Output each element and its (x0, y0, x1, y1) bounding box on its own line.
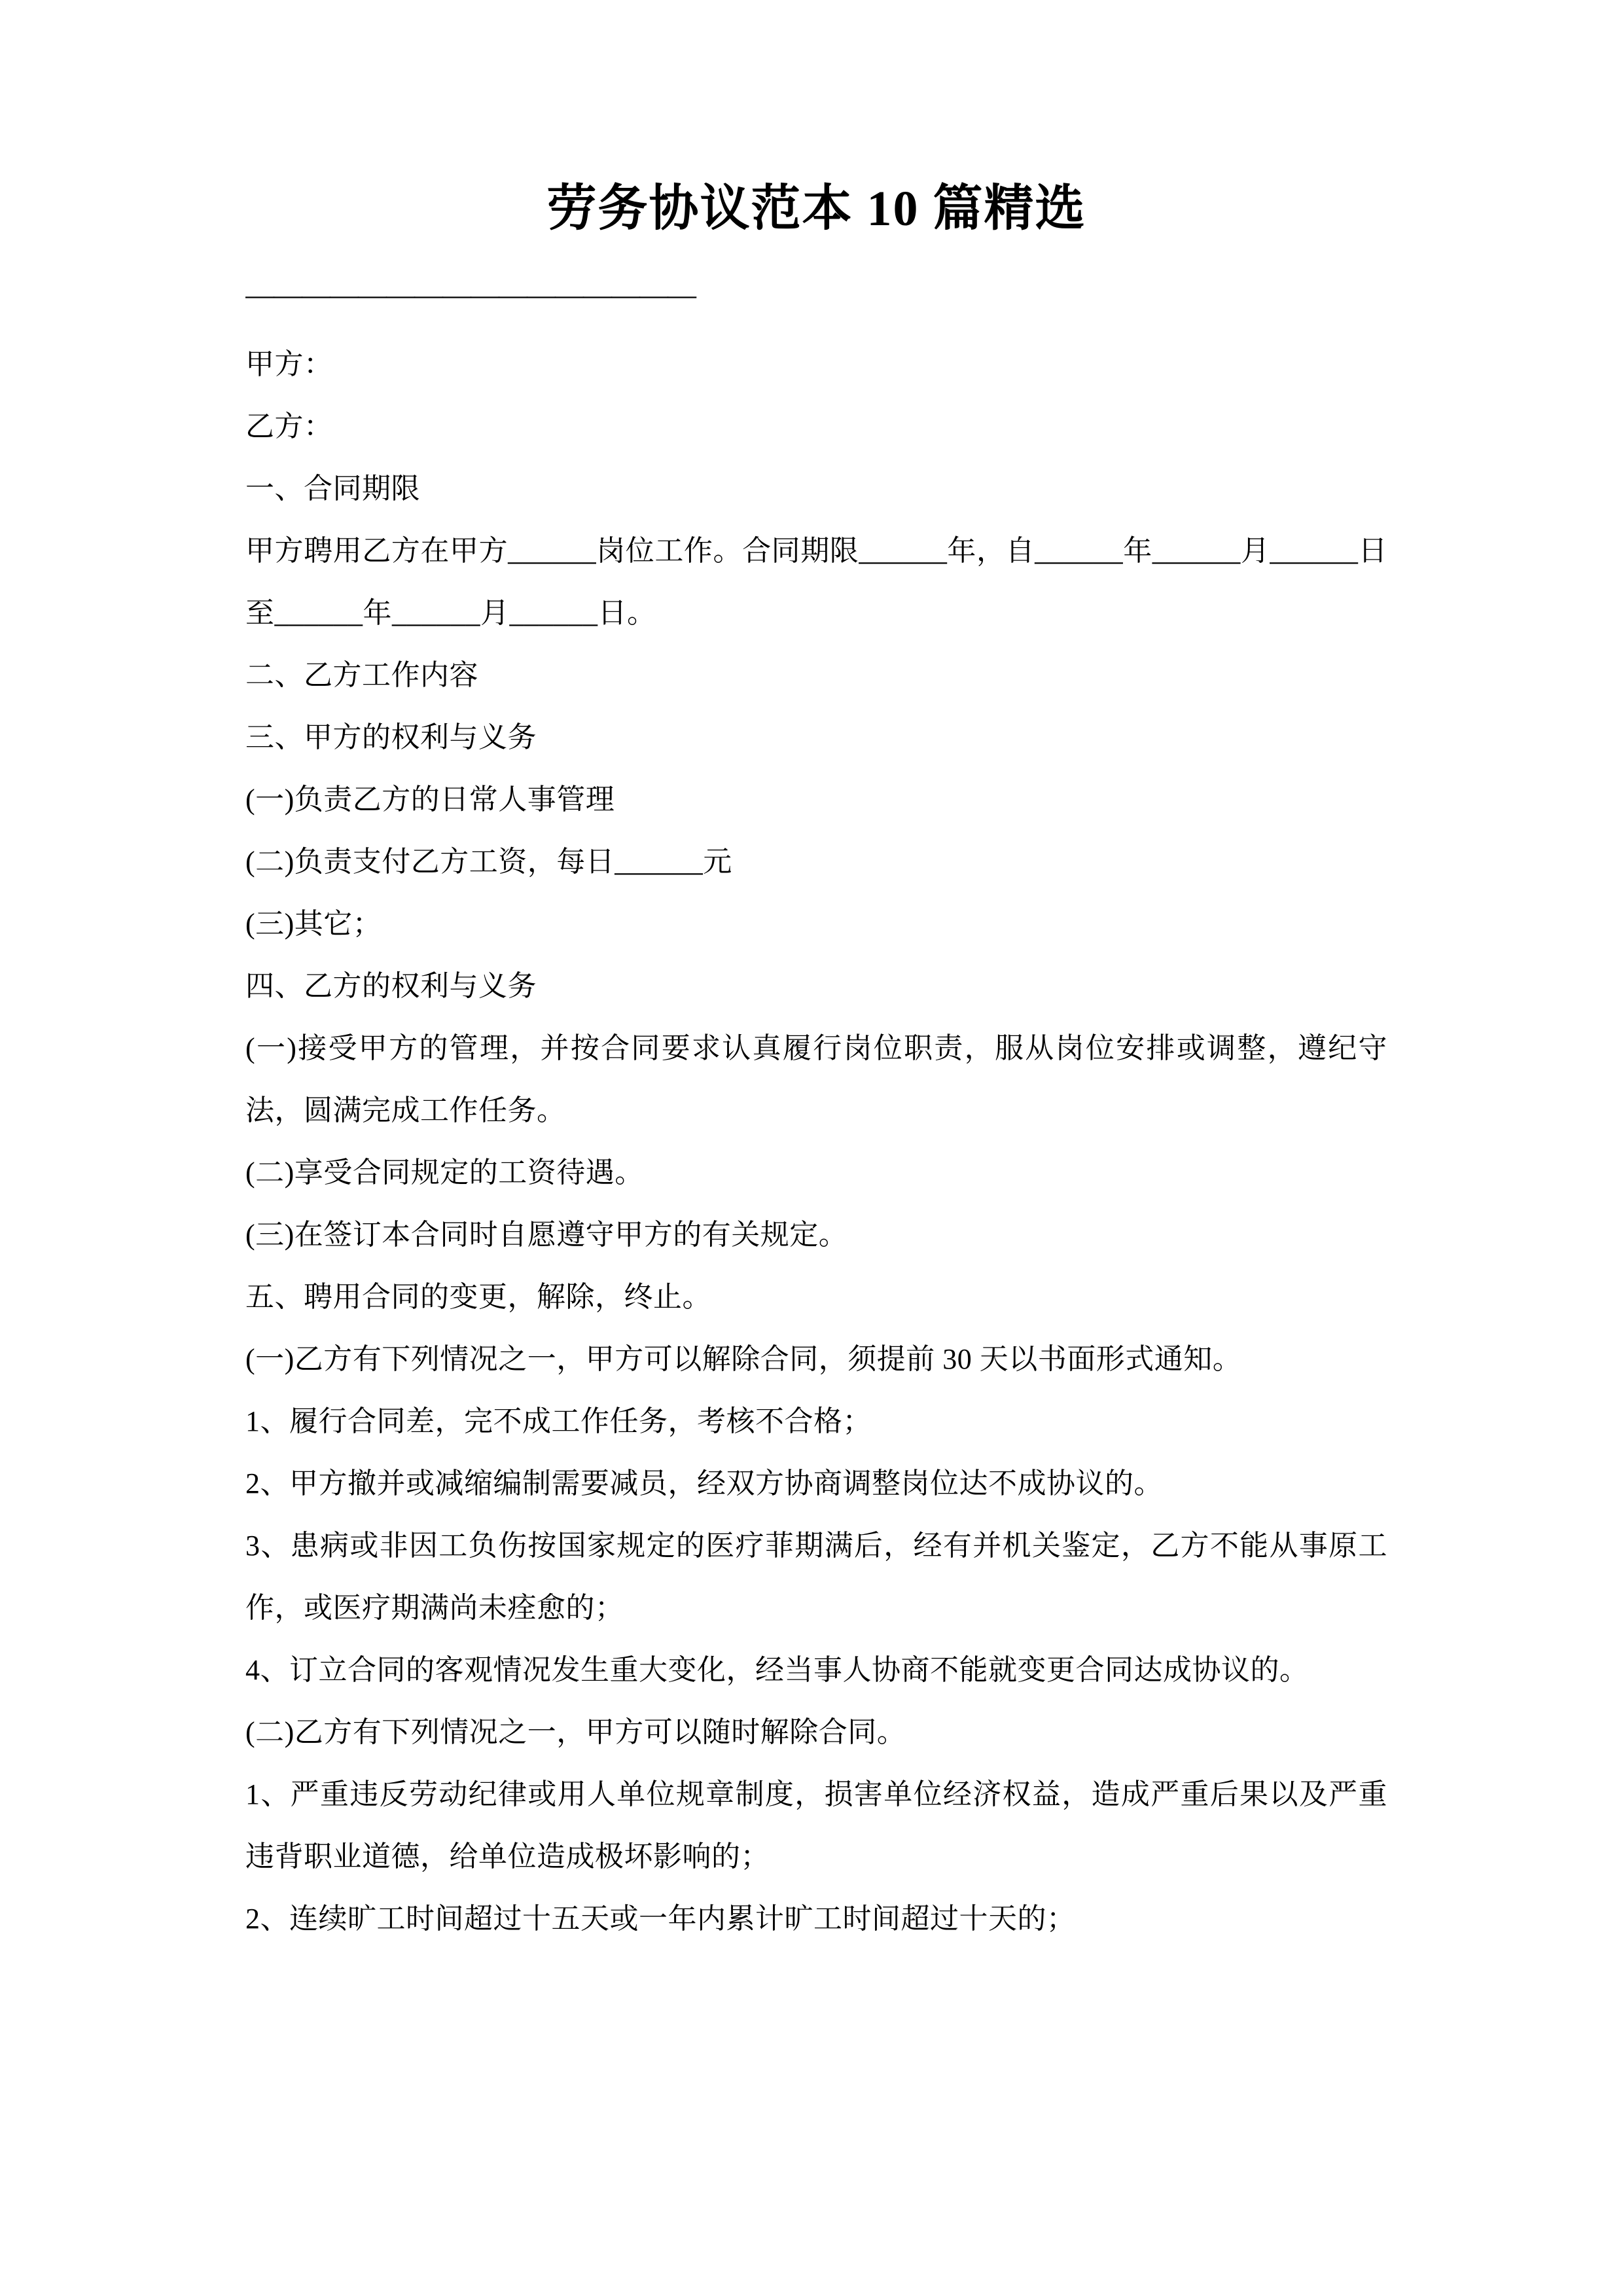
document-body (245, 310, 1387, 1950)
paragraph-section-5-item-2: (二)乙方有下列情况之一，甲方可以随时解除合同。 (245, 1716, 906, 1748)
paragraph-section-3-item-1: (一)负责乙方的日常人事管理 (245, 783, 615, 816)
paragraph-party-a: 甲方： (245, 348, 333, 380)
paragraph-section-5-item-1-sub-4: 4、订立合同的客观情况发生重大变化，经当事人协商不能就变更合同达成协议的。 (245, 1654, 1309, 1686)
heading-section-5: 五、聘用合同的变更，解除，终止。 (245, 1281, 711, 1313)
paragraph-section-5-item-2-sub-1: 1、严重违反劳动纪律或用人单位规章制度，损害单位经济权益，造成严重后果以及严重违背职业道德，给单位造成极坏影响的； (245, 1778, 1387, 1873)
page-title: 劳务协议范本 10 篇精选 (546, 181, 1086, 236)
paragraph-section-5-item-1-sub-1: 1、履行合同差，完不成工作任务，考核不合格； (245, 1405, 872, 1437)
paragraph-section-3-item-2: (二)负责支付乙方工资，每日______元 (245, 846, 732, 878)
paragraph-section-5-item-1: (一)乙方有下列情况之一，甲方可以解除合同，须提前 30 天以书面形式通知。 (245, 1343, 1242, 1375)
heading-section-3: 三、甲方的权利与义务 (245, 721, 537, 753)
paragraph-section-4-item-3: (三)在签订本合同时自愿遵守甲方的有关规定。 (245, 1219, 848, 1251)
title-separator-rule: ———————————————— (245, 279, 696, 310)
paragraph-section-4-item-1: (一)接受甲方的管理，并按合同要求认真履行岗位职责，服从岗位安排或调整，遵纪守法，圆满完成工作任务。 (245, 1032, 1387, 1126)
paragraph-section-3-item-3: (三)其它； (245, 908, 382, 940)
paragraph-section-5-item-1-sub-3: 3、患病或非因工负伤按国家规定的医疗菲期满后，经有并机关鉴定，乙方不能从事原工作，或医疗期满尚未痊愈的； (245, 1530, 1387, 1624)
paragraph-section-5-item-1-sub-2: 2、甲方撤并或减缩编制需要减员，经双方协商调整岗位达不成协议的。 (245, 1467, 1163, 1499)
paragraph-section-1-body: 甲方聘用乙方在甲方______岗位工作。合同期限______年，自______年______月______日至______年______月______日。 (245, 535, 1387, 629)
paragraph-party-b: 乙方： (245, 410, 333, 442)
heading-section-1: 一、合同期限 (245, 473, 420, 505)
paragraph-section-5-item-2-sub-2: 2、连续旷工时间超过十五天或一年内累计旷工时间超过十天的； (245, 1903, 1076, 1935)
heading-section-2: 二、乙方工作内容 (245, 659, 478, 691)
document-content (245, 0, 1387, 1950)
paragraph-section-4-item-2: (二)享受合同规定的工资待遇。 (245, 1157, 644, 1189)
heading-section-4: 四、乙方的权利与义务 (245, 970, 537, 1002)
